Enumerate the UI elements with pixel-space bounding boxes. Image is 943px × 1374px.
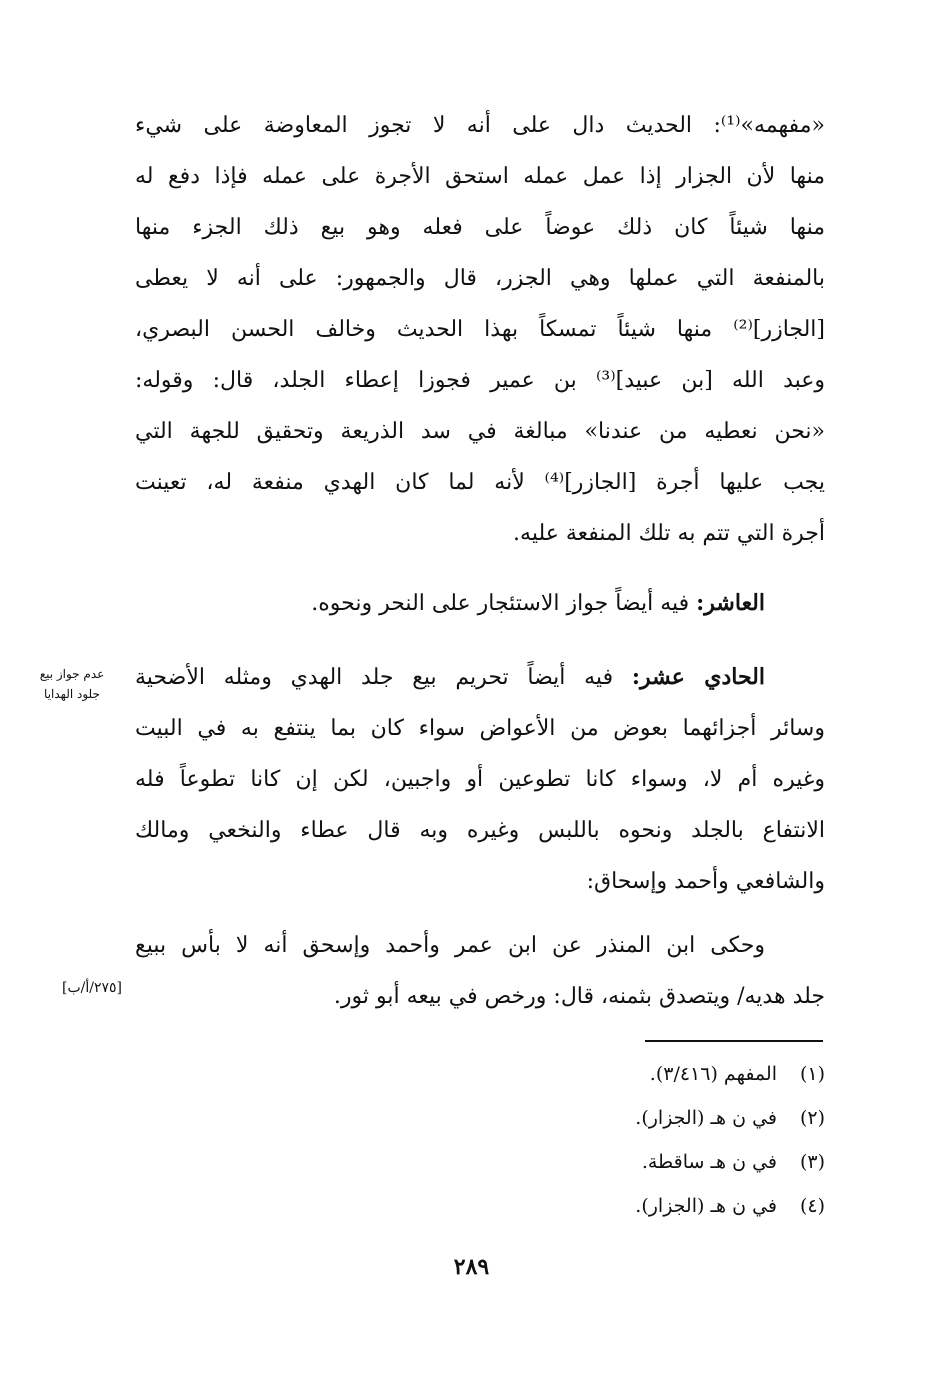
text-line bbox=[135, 578, 825, 629]
paragraph-eleventh bbox=[135, 652, 825, 907]
footnote bbox=[325, 1184, 825, 1228]
text-line: وغيره أم لا، وسواء كانا تطوعين أو واجبين، لكن إن كانا تطوعاً فله bbox=[135, 767, 825, 792]
text-line: منها لأن الجزار إذا عمل عمله استحق الأجرة على عمله فإذا دفع له bbox=[135, 164, 825, 189]
paragraph-mafhum bbox=[135, 100, 825, 559]
text-line: وعبد الله [بن عبيد]⁽³⁾ بن عمير فجوزا إعطاء الجلد، قال: وقوله: bbox=[135, 368, 825, 393]
text-line bbox=[135, 652, 825, 703]
footnote bbox=[325, 1140, 825, 1184]
section-text: فيه أيضاً جواز الاستئجار على النحر ونحوه. bbox=[311, 591, 690, 616]
text-line: «مفهمه»⁽¹⁾: الحديث دال على أنه لا تجوز المعاوضة على شيء bbox=[135, 113, 825, 138]
footnote-text: في ن هـ (الجزار). bbox=[635, 1195, 777, 1217]
text-line: والشافعي وأحمد وإسحاق: bbox=[586, 869, 825, 894]
section-text: فيه أيضاً تحريم بيع جلد الهدي ومثله الأضحية bbox=[135, 665, 614, 690]
text-line: الانتفاع بالجلد ونحوه باللبس وغيره وبه قال عطاء والنخعي ومالك bbox=[135, 818, 825, 843]
text-line: «نحن نعطيه من عندنا» مبالغة في سد الذريعة وتحقيق للجهة التي bbox=[135, 419, 825, 444]
footnote-number: (٤) bbox=[799, 1195, 825, 1217]
paragraph-ibn-al-mundhir bbox=[135, 920, 825, 1022]
section-heading: الحادي عشر: bbox=[631, 664, 765, 690]
page-number: ٢٨٩ bbox=[453, 1254, 490, 1280]
text-line: وحكى ابن المنذر عن ابن عمر وأحمد وإسحق أنه لا بأس ببيع bbox=[135, 933, 765, 958]
text-line: يجب عليها أجرة [الجازر]⁽⁴⁾ لأنه لما كان الهدي منفعة له، تعينت bbox=[135, 470, 825, 495]
footnote-number: (٣) bbox=[799, 1151, 825, 1173]
margin-note bbox=[26, 664, 118, 704]
footnote-text: المفهم (٣/٤١٦). bbox=[649, 1063, 777, 1085]
footnote-text: في ن هـ ساقطة. bbox=[641, 1151, 777, 1173]
footnote-number: (١) bbox=[799, 1063, 825, 1085]
text-line: منها شيئاً كان ذلك عوضاً على فعله وهو بيع ذلك الجزء منها bbox=[135, 215, 825, 240]
margin-note-line: عدم جواز بيع bbox=[39, 667, 105, 681]
footnote bbox=[325, 1096, 825, 1140]
margin-note-line: جلود الهدايا bbox=[44, 687, 100, 701]
text-line: بالمنفعة التي عملها وهي الجزر، قال والجمهور: على أنه لا يعطى bbox=[135, 266, 825, 291]
paragraph-tenth bbox=[135, 578, 825, 629]
text-line: وسائر أجزائهما بعوض من الأعواض سواء كان بما ينتفع به في البيت bbox=[135, 716, 825, 741]
section-heading: العاشر: bbox=[696, 590, 765, 616]
text-line: جلد هديه/ ويتصدق بثمنه، قال: ورخص في بيعه أبو ثور. bbox=[333, 984, 825, 1009]
footnote-number: (٢) bbox=[799, 1107, 825, 1129]
footnote-divider bbox=[645, 1040, 823, 1042]
footnote-text: في ن هـ (الجزار). bbox=[635, 1107, 777, 1129]
text-line: أجرة التي تتم به تلك المنفعة عليه. bbox=[513, 521, 825, 546]
text-line: [الجازر]⁽²⁾ منها شيئاً تمسكاً بهذا الحديث وخالف الحسن البصري، bbox=[135, 317, 825, 342]
footnotes bbox=[325, 1052, 825, 1228]
folio-reference: [٢٧٥/أ/ب] bbox=[62, 980, 122, 996]
footnote bbox=[325, 1052, 825, 1096]
